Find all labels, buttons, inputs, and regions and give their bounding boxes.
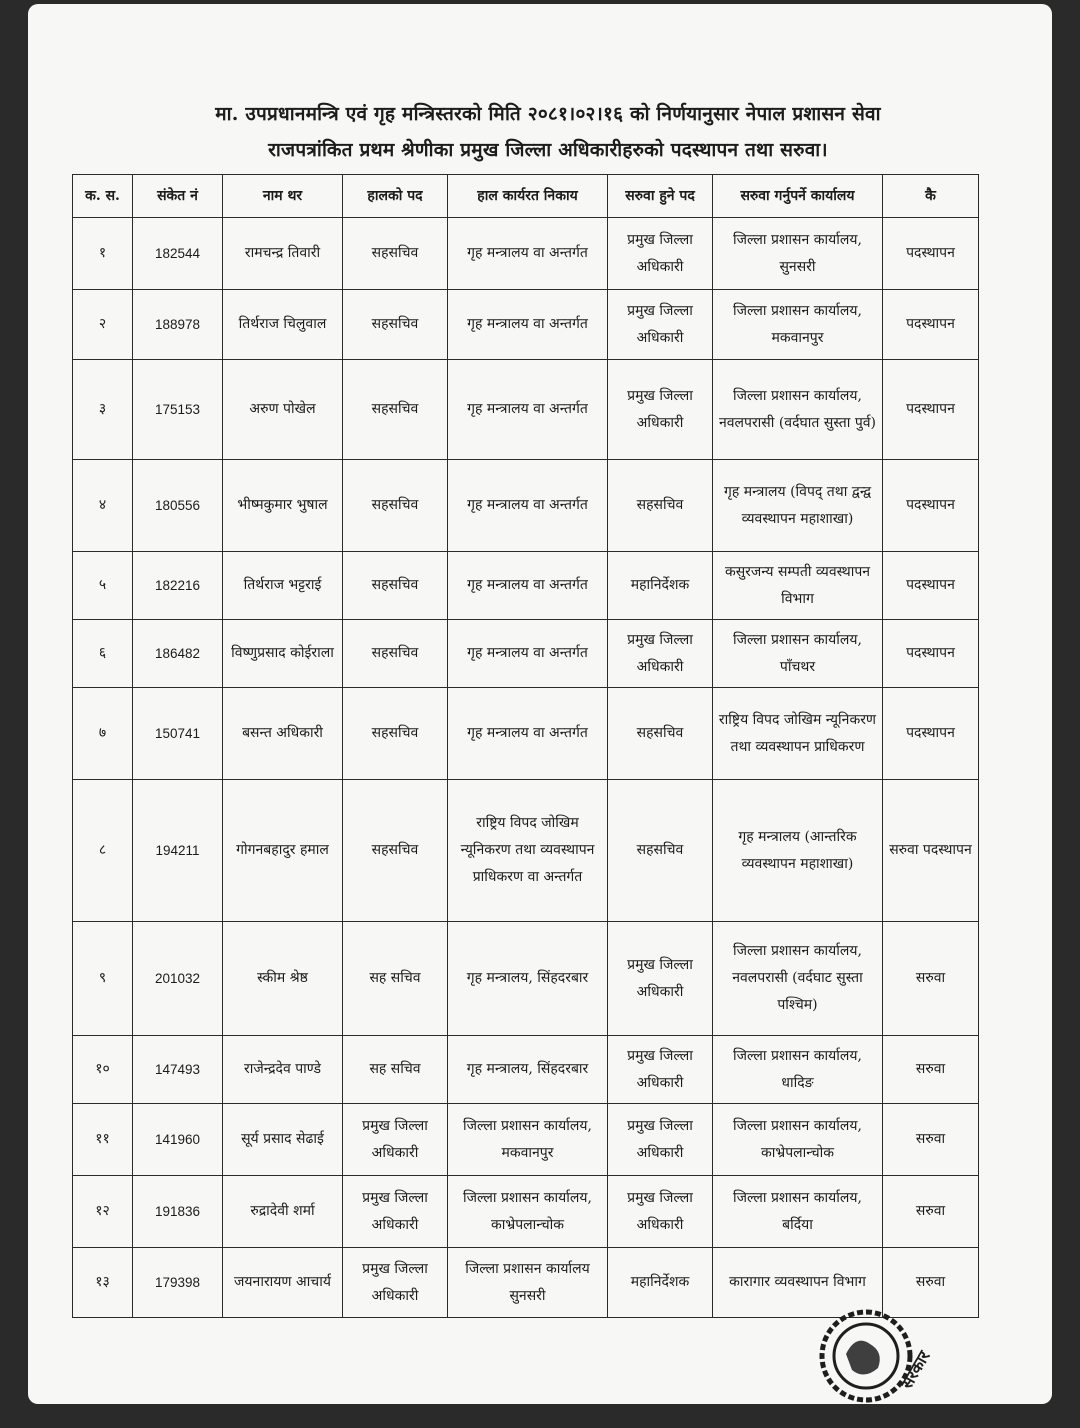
table-row — [73, 620, 979, 688]
new-office-cell: जिल्ला प्रशासन कार्यालय, मकवानपुर — [713, 290, 883, 360]
new-office-cell: जिल्ला प्रशासन कार्यालय, सुनसरी — [713, 218, 883, 290]
current-post-cell: प्रमुख जिल्ला अधिकारी — [343, 1104, 448, 1176]
serial-cell: १० — [73, 1036, 133, 1104]
name-cell: तिर्थराज भट्टराई — [223, 552, 343, 620]
table-row — [73, 688, 979, 780]
new-office-cell: जिल्ला प्रशासन कार्यालय, नवलपरासी (वर्दघात सुस्ता पुर्व) — [713, 360, 883, 460]
current-post-cell: सहसचिव — [343, 290, 448, 360]
serial-cell: ११ — [73, 1104, 133, 1176]
current-office-cell: गृह मन्त्रालय वा अन्तर्गत — [448, 218, 608, 290]
code-cell: 179398 — [133, 1248, 223, 1318]
current-office-cell: गृह मन्त्रालय, सिंहदरबार — [448, 1036, 608, 1104]
current-office-cell: गृह मन्त्रालय वा अन्तर्गत — [448, 688, 608, 780]
name-cell: भीष्मकुमार भुषाल — [223, 460, 343, 552]
new-office-cell: जिल्ला प्रशासन कार्यालय, काभ्रेपलान्चोक — [713, 1104, 883, 1176]
current-post-cell: सहसचिव — [343, 460, 448, 552]
new-office-cell: जिल्ला प्रशासन कार्यालय, बर्दिया — [713, 1176, 883, 1248]
new-post-cell: प्रमुख जिल्ला अधिकारी — [608, 218, 713, 290]
current-office-cell: गृह मन्त्रालय वा अन्तर्गत — [448, 460, 608, 552]
header-new-post: सरुवा हुने पद — [608, 175, 713, 218]
new-office-cell: गृह मन्त्रालय (विपद् तथा द्वन्द्व व्यवस्थापन महाशाखा) — [713, 460, 883, 552]
name-cell: गोगनबहादुर हमाल — [223, 780, 343, 922]
serial-cell: ७ — [73, 688, 133, 780]
current-post-cell: सह सचिव — [343, 1036, 448, 1104]
current-office-cell: गृह मन्त्रालय वा अन्तर्गत — [448, 620, 608, 688]
table-header-row — [73, 175, 979, 218]
remark-cell: पदस्थापन — [883, 218, 979, 290]
new-office-cell: गृह मन्त्रालय (आन्तरिक व्यवस्थापन महाशाखा) — [713, 780, 883, 922]
new-office-cell: जिल्ला प्रशासन कार्यालय, नवलपरासी (वर्दघाट सुस्ता पश्चिम) — [713, 922, 883, 1036]
serial-cell: १२ — [73, 1176, 133, 1248]
name-cell: अरुण पोखेल — [223, 360, 343, 460]
table-row — [73, 1036, 979, 1104]
serial-cell: २ — [73, 290, 133, 360]
header-remark: कै — [883, 175, 979, 218]
remark-cell: पदस्थापन — [883, 620, 979, 688]
code-cell: 147493 — [133, 1036, 223, 1104]
table-row — [73, 780, 979, 922]
code-cell: 180556 — [133, 460, 223, 552]
stamp-text: सरकार — [897, 1347, 934, 1392]
new-post-cell: प्रमुख जिल्ला अधिकारी — [608, 1104, 713, 1176]
code-cell: 201032 — [133, 922, 223, 1036]
header-new-office: सरुवा गर्नुपर्ने कार्यालय — [713, 175, 883, 218]
name-cell: बसन्त अधिकारी — [223, 688, 343, 780]
current-post-cell: प्रमुख जिल्ला अधिकारी — [343, 1176, 448, 1248]
header-current-post: हालको पद — [343, 175, 448, 218]
current-post-cell: प्रमुख जिल्ला अधिकारी — [343, 1248, 448, 1318]
table-row — [73, 360, 979, 460]
serial-cell: ६ — [73, 620, 133, 688]
name-cell: विष्णुप्रसाद कोईराला — [223, 620, 343, 688]
current-post-cell: सहसचिव — [343, 360, 448, 460]
new-post-cell: प्रमुख जिल्ला अधिकारी — [608, 290, 713, 360]
header-current-office: हाल कार्यरत निकाय — [448, 175, 608, 218]
name-cell: राजेन्द्रदेव पाण्डे — [223, 1036, 343, 1104]
document-title — [118, 96, 978, 168]
stamp-seal — [822, 1312, 910, 1400]
new-post-cell: सहसचिव — [608, 780, 713, 922]
table-row — [73, 218, 979, 290]
remark-cell: पदस्थापन — [883, 552, 979, 620]
current-office-cell: गृह मन्त्रालय वा अन्तर्गत — [448, 360, 608, 460]
current-post-cell: सह सचिव — [343, 922, 448, 1036]
current-office-cell: जिल्ला प्रशासन कार्यालय, काभ्रेपलान्चोक — [448, 1176, 608, 1248]
current-post-cell: सहसचिव — [343, 688, 448, 780]
code-cell: 194211 — [133, 780, 223, 922]
current-office-cell: जिल्ला प्रशासन कार्यालय सुनसरी — [448, 1248, 608, 1318]
new-post-cell: प्रमुख जिल्ला अधिकारी — [608, 922, 713, 1036]
new-post-cell: महानिर्देशक — [608, 552, 713, 620]
new-office-cell: जिल्ला प्रशासन कार्यालय, पाँचथर — [713, 620, 883, 688]
new-post-cell: प्रमुख जिल्ला अधिकारी — [608, 1036, 713, 1104]
document-page — [28, 4, 1052, 1404]
header-code: संकेत नं — [133, 175, 223, 218]
new-post-cell: सहसचिव — [608, 460, 713, 552]
transfer-table — [72, 174, 979, 1318]
remark-cell: पदस्थापन — [883, 360, 979, 460]
current-post-cell: सहसचिव — [343, 780, 448, 922]
remark-cell: सरुवा — [883, 1248, 979, 1318]
code-cell: 188978 — [133, 290, 223, 360]
table-row — [73, 460, 979, 552]
remark-cell: सरुवा — [883, 1036, 979, 1104]
code-cell: 141960 — [133, 1104, 223, 1176]
current-post-cell: सहसचिव — [343, 620, 448, 688]
code-cell: 191836 — [133, 1176, 223, 1248]
new-post-cell: सहसचिव — [608, 688, 713, 780]
current-post-cell: सहसचिव — [343, 218, 448, 290]
name-cell: रुद्रादेवी शर्मा — [223, 1176, 343, 1248]
table-row — [73, 552, 979, 620]
remark-cell: पदस्थापन — [883, 290, 979, 360]
new-post-cell: महानिर्देशक — [608, 1248, 713, 1318]
code-cell: 186482 — [133, 620, 223, 688]
table-row — [73, 290, 979, 360]
remark-cell: सरुवा पदस्थापन — [883, 780, 979, 922]
serial-cell: ५ — [73, 552, 133, 620]
new-office-cell: कारागार व्यवस्थापन विभाग — [713, 1248, 883, 1318]
remark-cell: पदस्थापन — [883, 688, 979, 780]
code-cell: 182216 — [133, 552, 223, 620]
table-row — [73, 1104, 979, 1176]
name-cell: रामचन्द्र तिवारी — [223, 218, 343, 290]
remark-cell: सरुवा — [883, 922, 979, 1036]
new-office-cell: कसुरजन्य सम्पती व्यवस्थापन विभाग — [713, 552, 883, 620]
serial-cell: ९ — [73, 922, 133, 1036]
table-row — [73, 1176, 979, 1248]
header-serial: क. स. — [73, 175, 133, 218]
current-post-cell: सहसचिव — [343, 552, 448, 620]
serial-cell: ४ — [73, 460, 133, 552]
code-cell: 175153 — [133, 360, 223, 460]
new-post-cell: प्रमुख जिल्ला अधिकारी — [608, 620, 713, 688]
remark-cell: पदस्थापन — [883, 460, 979, 552]
new-office-cell: जिल्ला प्रशासन कार्यालय, धादिङ — [713, 1036, 883, 1104]
serial-cell: ३ — [73, 360, 133, 460]
current-office-cell: गृह मन्त्रालय वा अन्तर्गत — [448, 552, 608, 620]
new-post-cell: प्रमुख जिल्ला अधिकारी — [608, 1176, 713, 1248]
serial-cell: १३ — [73, 1248, 133, 1318]
table-row — [73, 922, 979, 1036]
code-cell: 150741 — [133, 688, 223, 780]
new-post-cell: प्रमुख जिल्ला अधिकारी — [608, 360, 713, 460]
header-name: नाम थर — [223, 175, 343, 218]
current-office-cell: गृह मन्त्रालय, सिंहदरबार — [448, 922, 608, 1036]
title-line-1: मा. उपप्रधानमन्त्रि एवं गृह मन्त्रिस्तरको मिति २०८१।०२।१६ को निर्णयानुसार नेपाल प्रशासन सेवा — [215, 103, 881, 125]
remark-cell: सरुवा — [883, 1176, 979, 1248]
remark-cell: सरुवा — [883, 1104, 979, 1176]
current-office-cell: जिल्ला प्रशासन कार्यालय, मकवानपुर — [448, 1104, 608, 1176]
serial-cell: १ — [73, 218, 133, 290]
office-stamp — [798, 1294, 948, 1404]
name-cell: सूर्य प्रसाद सेढाई — [223, 1104, 343, 1176]
name-cell: स्कीम श्रेष्ठ — [223, 922, 343, 1036]
new-office-cell: राष्ट्रिय विपद जोखिम न्यूनिकरण तथा व्यवस्थापन प्राधिकरण — [713, 688, 883, 780]
serial-cell: ८ — [73, 780, 133, 922]
title-line-2: राजपत्रांकित प्रथम श्रेणीका प्रमुख जिल्ला अधिकारीहरुको पदस्थापन तथा सरुवा। — [268, 139, 828, 161]
name-cell: तिर्थराज चिलुवाल — [223, 290, 343, 360]
name-cell: जयनारायण आचार्य — [223, 1248, 343, 1318]
current-office-cell: गृह मन्त्रालय वा अन्तर्गत — [448, 290, 608, 360]
code-cell: 182544 — [133, 218, 223, 290]
current-office-cell: राष्ट्रिय विपद जोखिम न्यूनिकरण तथा व्यवस्थापन प्राधिकरण वा अन्तर्गत — [448, 780, 608, 922]
